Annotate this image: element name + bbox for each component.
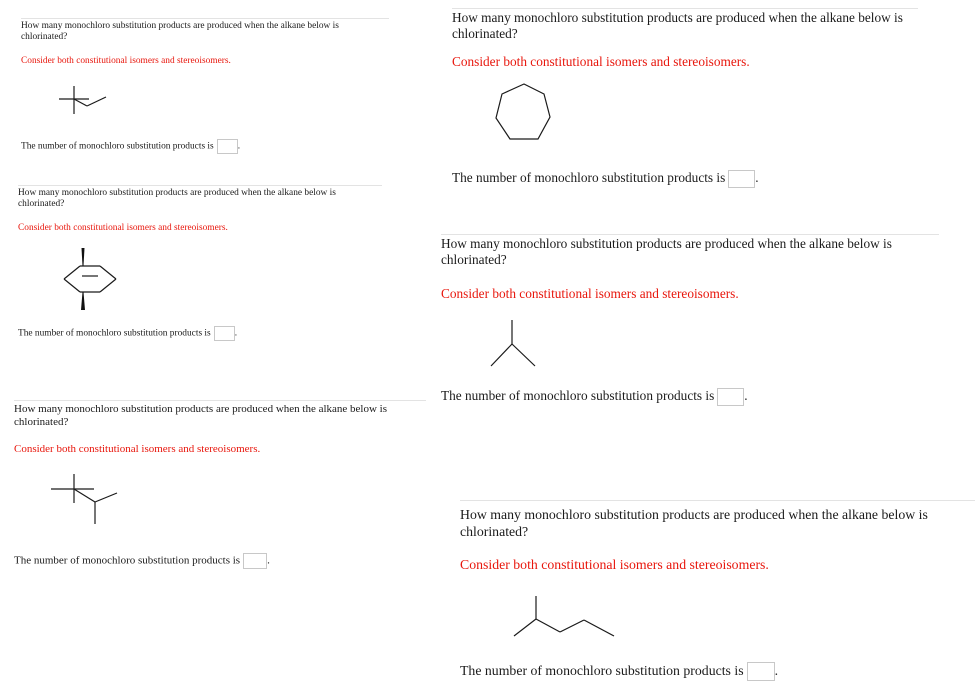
hint-text: Consider both constitutional isomers and stereoisomers. xyxy=(441,286,739,301)
panel-divider xyxy=(441,234,939,235)
question-text: How many monochloro substitution products are produced when the alkane below is chlorinated? xyxy=(18,188,336,209)
question-panel-5 xyxy=(14,400,434,575)
question-text: How many monochloro substitution products are produced when the alkane below is chlorinated? xyxy=(14,403,388,428)
panel-divider xyxy=(460,500,975,501)
answer-end: . xyxy=(267,554,270,567)
answer-input[interactable] xyxy=(728,170,755,188)
answer-row xyxy=(452,170,759,188)
answer-row xyxy=(441,388,748,406)
question-text: How many monochloro substitution products are produced when the alkane below is chlorinated? xyxy=(460,507,928,539)
answer-input[interactable] xyxy=(747,662,775,681)
hint-text: Consider both constitutional isomers and stereoisomers. xyxy=(452,54,750,69)
question-panel-2 xyxy=(452,8,922,198)
answer-label: The number of monochloro substitution products is xyxy=(441,388,715,404)
molecule-structure-2 xyxy=(482,80,562,160)
answer-label: The number of monochloro substitution products is xyxy=(21,141,214,152)
panel-divider xyxy=(21,18,389,19)
answer-label: The number of monochloro substitution products is xyxy=(18,328,211,339)
answer-end: . xyxy=(237,141,241,152)
answer-row xyxy=(460,662,778,681)
answer-label: The number of monochloro substitution products is xyxy=(14,554,241,567)
answer-end: . xyxy=(234,328,238,339)
molecule-structure-5 xyxy=(44,466,134,526)
question-text: How many monochloro substitution products are produced when the alkane below is chlorinated? xyxy=(21,21,339,42)
molecule-structure-1 xyxy=(55,80,115,120)
answer-row xyxy=(18,326,237,341)
answer-input[interactable] xyxy=(243,553,267,569)
panel-divider xyxy=(18,185,382,186)
answer-end: . xyxy=(774,663,779,678)
hint-text: Consider both constitutional isomers and stereoisomers. xyxy=(460,557,769,572)
hint-text: Consider both constitutional isomers and stereoisomers. xyxy=(18,223,228,233)
answer-label: The number of monochloro substitution products is xyxy=(452,170,726,186)
answer-end: . xyxy=(744,388,748,404)
question-panel-4 xyxy=(441,234,941,419)
answer-row xyxy=(21,139,240,154)
question-panel-1 xyxy=(21,18,391,158)
answer-label: The number of monochloro substitution products is xyxy=(460,663,744,678)
answer-row xyxy=(14,553,270,569)
panel-divider xyxy=(452,8,918,9)
answer-end: . xyxy=(755,170,759,186)
hint-text: Consider both constitutional isomers and stereoisomers. xyxy=(14,443,261,455)
molecule-structure-3 xyxy=(48,245,128,315)
panel-divider xyxy=(14,400,426,401)
hint-text: Consider both constitutional isomers and stereoisomers. xyxy=(21,56,231,66)
answer-input[interactable] xyxy=(217,139,241,154)
question-panel-6 xyxy=(460,500,975,687)
answer-input[interactable] xyxy=(717,388,744,406)
question-text: How many monochloro substitution products are produced when the alkane below is chlorinated? xyxy=(441,236,892,267)
question-panel-3 xyxy=(18,185,388,345)
question-text: How many monochloro substitution products are produced when the alkane below is chlorinated? xyxy=(452,10,903,41)
molecule-structure-4 xyxy=(479,316,549,376)
molecule-structure-6 xyxy=(510,592,620,642)
answer-input[interactable] xyxy=(214,326,238,341)
